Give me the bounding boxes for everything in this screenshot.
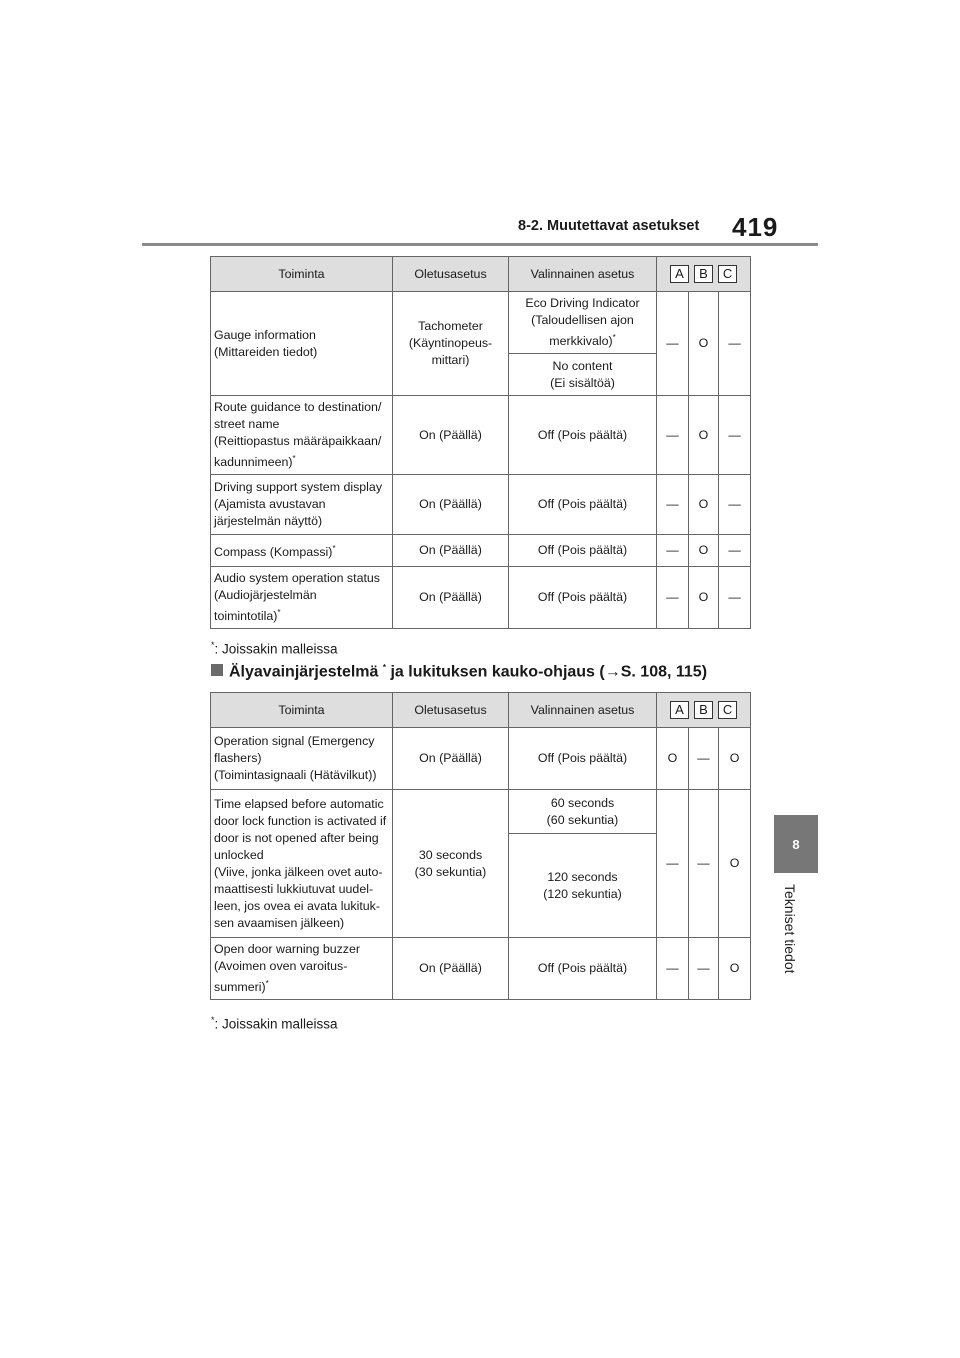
function-cell: Driving support system display (Ajamista avustavan järjestelmän näyttö) (211, 475, 393, 535)
table-row (211, 535, 751, 567)
header-optional: Valinnainen asetus (509, 693, 657, 728)
a-cell: — (657, 790, 689, 938)
option-cell: Off (Pois päältä) (509, 475, 657, 535)
column-a-label: A (670, 701, 689, 719)
option-cell: No content (Ei sisältöä) (509, 354, 657, 396)
column-c-label: C (718, 701, 737, 719)
table-row (211, 938, 751, 1000)
default-cell: On (Päällä) (393, 475, 509, 535)
table-row (211, 567, 751, 629)
footnote-marker: * (612, 333, 616, 342)
table-row (211, 292, 751, 354)
a-cell: — (657, 396, 689, 475)
column-b-label: B (694, 701, 713, 719)
default-cell: On (Päällä) (393, 938, 509, 1000)
a-cell: O (657, 728, 689, 790)
b-cell: O (689, 396, 719, 475)
function-cell: Gauge information (Mittareiden tiedot) (211, 292, 393, 396)
function-cell: Compass (Kompassi)* (211, 535, 393, 567)
column-b-label: B (694, 265, 713, 283)
default-cell: 30 seconds (30 sekuntia) (393, 790, 509, 938)
function-cell: Operation signal (Emergency flashers) (Toimintasignaali (Hätävilkut)) (211, 728, 393, 790)
c-cell: — (719, 475, 751, 535)
c-cell: O (719, 938, 751, 1000)
a-cell: — (657, 475, 689, 535)
section-title: 8-2. Muutettavat asetukset (518, 218, 700, 234)
c-cell: — (719, 567, 751, 629)
default-cell: On (Päällä) (393, 535, 509, 567)
default-cell: On (Päällä) (393, 396, 509, 475)
header-abc (657, 693, 751, 728)
bullet-square-icon (211, 664, 223, 676)
c-cell: — (719, 292, 751, 396)
footnote-marker: * (382, 663, 386, 672)
default-cell: On (Päällä) (393, 567, 509, 629)
page-number: 419 (732, 212, 779, 242)
b-cell: O (689, 567, 719, 629)
table-row (211, 475, 751, 535)
option-cell: Off (Pois päältä) (509, 938, 657, 1000)
footnote-marker: * (292, 454, 296, 464)
table-header-row (211, 257, 751, 292)
b-cell: O (689, 475, 719, 535)
table-row (211, 790, 751, 834)
header-rule (142, 243, 818, 246)
a-cell: — (657, 938, 689, 1000)
column-c-label: C (718, 265, 737, 283)
header-optional: Valinnainen asetus (509, 257, 657, 292)
b-cell: — (689, 790, 719, 938)
table-header-row (211, 693, 751, 728)
footnote-marker: * (265, 979, 269, 988)
header-default: Oletusasetus (393, 693, 509, 728)
settings-table-display (210, 256, 751, 629)
chapter-title: Tekniset tiedot (782, 884, 798, 974)
table-row (211, 728, 751, 790)
header-default: Oletusasetus (393, 257, 509, 292)
footnote: *: Joissakin malleissa (211, 1015, 338, 1032)
a-cell: — (657, 292, 689, 396)
header-function: Toiminta (211, 257, 393, 292)
table-row (211, 396, 751, 475)
footnote-marker: * (277, 608, 281, 618)
b-cell: O (689, 535, 719, 567)
option-cell: 60 seconds (60 sekuntia) (509, 790, 657, 834)
column-a-label: A (670, 265, 689, 283)
option-cell: Off (Pois päältä) (509, 535, 657, 567)
footnote: *: Joissakin malleissa (211, 640, 338, 657)
a-cell: — (657, 567, 689, 629)
default-cell: Tachometer (Käyntinopeus- mittari) (393, 292, 509, 396)
function-cell: Open door warning buzzer (Avoimen oven varoitus- summeri)* (211, 938, 393, 1000)
default-cell: On (Päällä) (393, 728, 509, 790)
footnote-marker: * (332, 544, 336, 554)
b-cell: — (689, 938, 719, 1000)
c-cell: O (719, 790, 751, 938)
function-cell: Route guidance to destination/ street name (Reittiopastus määräpaikkaan/ kadunnimeen)* (211, 396, 393, 475)
c-cell: — (719, 535, 751, 567)
option-cell: Off (Pois päältä) (509, 728, 657, 790)
subheading: Älyavainjärjestelmä * ja lukituksen kauko-ohjaus (→S. 108, 115) (211, 663, 707, 681)
chapter-tab: 8 (774, 815, 818, 873)
function-cell: Time elapsed before automatic door lock function is activated if door is not opened after being unlocked (Viive, jonka jälkeen ovet auto- maattisesti lukkiutuvat uudel- leen, jos ovea ei avata lukituk- sen avaamisen jälkeen) (211, 790, 393, 938)
b-cell: O (689, 292, 719, 396)
option-cell: Off (Pois päältä) (509, 567, 657, 629)
settings-table-smart-key (210, 692, 751, 1000)
a-cell: — (657, 535, 689, 567)
option-cell: Off (Pois päältä) (509, 396, 657, 475)
b-cell: — (689, 728, 719, 790)
option-cell: Eco Driving Indicator (Taloudellisen ajon merkkivalo)* (509, 292, 657, 354)
c-cell: — (719, 396, 751, 475)
function-cell: Audio system operation status (Audiojärjestelmän toimintotila)* (211, 567, 393, 629)
option-cell: 120 seconds (120 sekuntia) (509, 834, 657, 938)
header-function: Toiminta (211, 693, 393, 728)
c-cell: O (719, 728, 751, 790)
header-abc (657, 257, 751, 292)
